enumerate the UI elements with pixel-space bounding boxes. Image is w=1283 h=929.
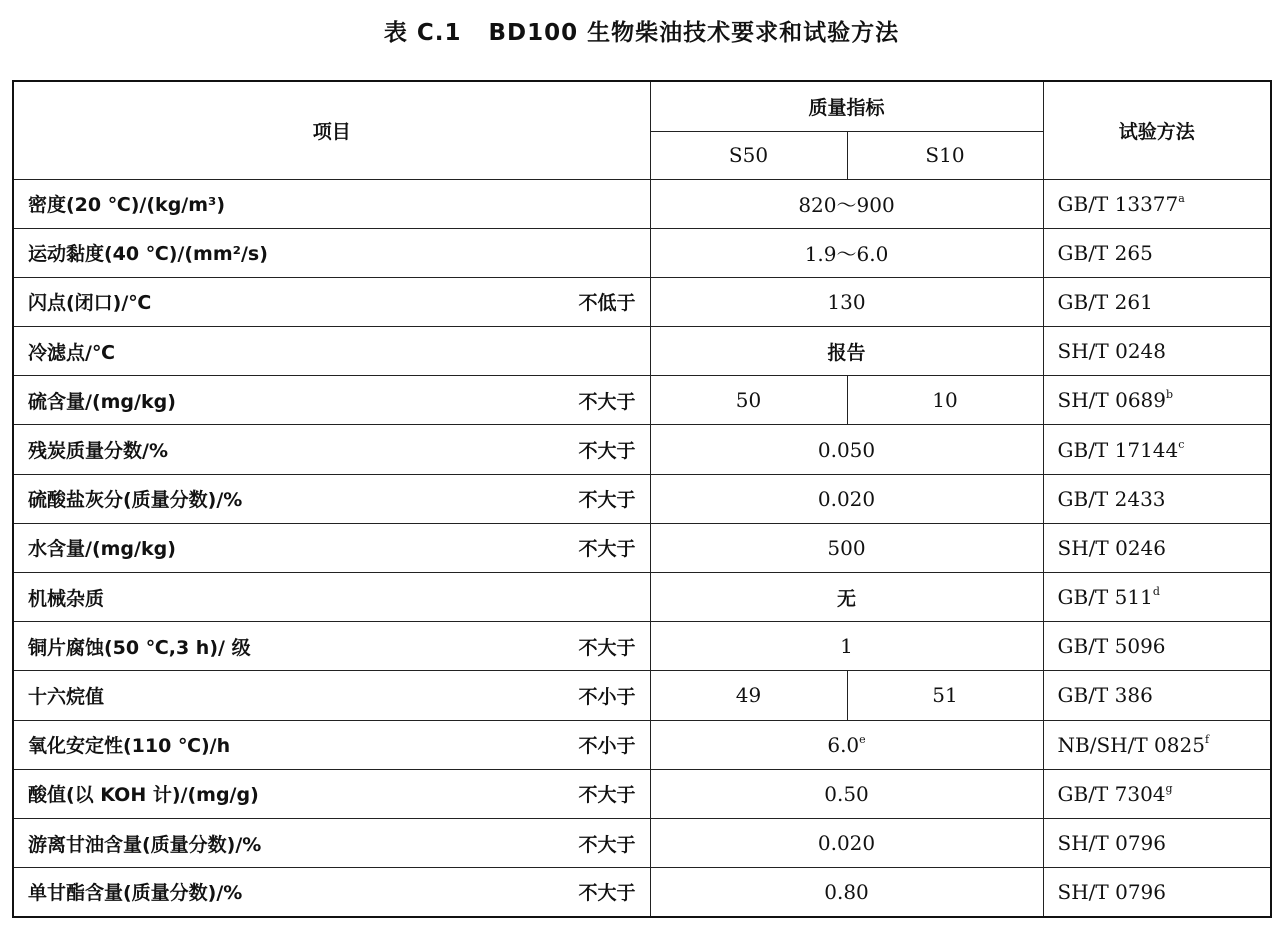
item-cell [13, 376, 650, 425]
test-method-text: GB/T 17144 [1057, 437, 1179, 462]
item-cell [13, 868, 650, 917]
method-footnote-mark: g [1165, 781, 1173, 795]
test-method-text: NB/SH/T 0825 [1057, 732, 1205, 757]
item-limit: 不大于 [578, 390, 636, 413]
test-method [1043, 573, 1271, 622]
table-row [13, 622, 1271, 671]
quality-value [650, 868, 1043, 917]
quality-value [650, 228, 1043, 277]
test-method [1043, 818, 1271, 867]
table-title: 表 C.1 BD100 生物柴油技术要求和试验方法 [383, 20, 900, 46]
item-name: 硫含量/(mg/kg) [28, 390, 176, 413]
quality-value [650, 769, 1043, 818]
test-method-text: GB/T 13377 [1057, 191, 1179, 216]
quality-value [650, 277, 1043, 326]
header-quality-index: 质量指标 [650, 81, 1043, 131]
test-method [1043, 327, 1271, 376]
item-limit: 不小于 [578, 685, 636, 708]
item-cell [13, 573, 650, 622]
quality-value [650, 474, 1043, 523]
test-method [1043, 179, 1271, 228]
item-name: 密度(20 ℃)/(kg/m³) [28, 194, 226, 217]
quality-value [650, 573, 1043, 622]
test-method-text: SH/T 0248 [1057, 339, 1166, 364]
test-method [1043, 277, 1271, 326]
table-row [13, 671, 1271, 720]
quality-value [650, 523, 1043, 572]
item-limit: 不大于 [578, 440, 636, 463]
item-cell [13, 523, 650, 572]
table-row [13, 818, 1271, 867]
method-footnote-mark: f [1204, 732, 1210, 746]
item-name: 硫酸盐灰分(质量分数)/% [28, 489, 243, 512]
test-method-text: GB/T 5096 [1057, 634, 1166, 659]
item-cell [13, 671, 650, 720]
table-row [13, 474, 1271, 523]
value-s10: 51 [847, 671, 1043, 720]
quality-value [650, 720, 1043, 769]
table-row [13, 720, 1271, 769]
test-method-text: GB/T 7304 [1057, 781, 1166, 806]
table-row [13, 277, 1271, 326]
item-name: 铜片腐蚀(50 ℃,3 h)/ 级 [28, 636, 251, 659]
test-method-text: SH/T 0796 [1057, 831, 1166, 856]
item-cell [13, 228, 650, 277]
quality-value [650, 425, 1043, 474]
table-row [13, 376, 1271, 425]
test-method-text: SH/T 0689 [1057, 388, 1166, 413]
test-method-text: SH/T 0796 [1057, 879, 1166, 904]
method-footnote-mark: a [1178, 191, 1185, 205]
item-cell [13, 277, 650, 326]
test-method [1043, 769, 1271, 818]
test-method [1043, 228, 1271, 277]
test-method [1043, 622, 1271, 671]
test-method [1043, 523, 1271, 572]
test-method [1043, 720, 1271, 769]
quality-value [650, 179, 1043, 228]
item-name: 氧化安定性(110 ℃)/h [28, 735, 231, 758]
quality-value-text: 0.020 [817, 831, 876, 856]
quality-value-text: 1 [840, 634, 853, 659]
table-row [13, 573, 1271, 622]
table-row [13, 868, 1271, 917]
header-grade-s10: S10 [847, 131, 1043, 179]
quality-value-text: 820～900 [798, 193, 895, 218]
test-method-text: GB/T 265 [1057, 240, 1153, 265]
item-cell [13, 425, 650, 474]
item-limit: 不小于 [578, 735, 636, 758]
test-method [1043, 425, 1271, 474]
value-s50: 50 [650, 376, 847, 425]
test-method [1043, 376, 1271, 425]
table-row [13, 523, 1271, 572]
spec-table-body [13, 179, 1271, 917]
test-method-text: GB/T 261 [1057, 289, 1153, 314]
item-name: 单甘酯含量(质量分数)/% [28, 882, 243, 905]
quality-value-text: 500 [827, 535, 866, 560]
table-row [13, 425, 1271, 474]
value-s10: 10 [847, 376, 1043, 425]
header-grade-s50: S50 [650, 131, 847, 179]
item-limit: 不大于 [578, 882, 636, 905]
item-limit: 不大于 [578, 784, 636, 807]
test-method-text: SH/T 0246 [1057, 535, 1166, 560]
item-name: 机械杂质 [28, 587, 105, 610]
value-footnote-mark: e [859, 732, 866, 746]
table-row [13, 769, 1271, 818]
item-limit: 不大于 [578, 489, 636, 512]
quality-value [650, 327, 1043, 376]
item-name: 十六烷值 [28, 685, 105, 708]
table-row [13, 327, 1271, 376]
item-name: 冷滤点/℃ [28, 341, 115, 364]
quality-value-text: 无 [837, 587, 857, 610]
quality-value-text: 1.9～6.0 [804, 242, 889, 267]
method-footnote-mark: d [1152, 585, 1160, 599]
quality-value [650, 622, 1043, 671]
method-footnote-mark: b [1166, 388, 1174, 402]
table-row [13, 179, 1271, 228]
item-name: 酸值(以 KOH 计)/(mg/g) [28, 784, 259, 807]
method-footnote-mark: c [1178, 437, 1185, 451]
item-name: 残炭质量分数/% [28, 440, 168, 463]
quality-value-text: 130 [827, 289, 866, 314]
item-cell [13, 474, 650, 523]
item-cell [13, 720, 650, 769]
item-name: 运动黏度(40 ℃)/(mm²/s) [28, 243, 268, 266]
test-method-text: GB/T 2433 [1057, 486, 1166, 511]
test-method-text: GB/T 386 [1057, 683, 1153, 708]
header-test-method: 试验方法 [1043, 81, 1271, 179]
header-item: 项目 [13, 81, 650, 179]
item-limit: 不大于 [578, 833, 636, 856]
item-cell [13, 179, 650, 228]
item-cell [13, 622, 650, 671]
quality-value-text: 0.050 [817, 437, 876, 462]
quality-value-text: 0.020 [817, 486, 876, 511]
spec-table [12, 80, 1272, 918]
item-name: 水含量/(mg/kg) [28, 538, 176, 561]
test-method [1043, 868, 1271, 917]
item-cell [13, 769, 650, 818]
quality-value-text: 0.50 [824, 781, 869, 806]
test-method [1043, 671, 1271, 720]
table-row [13, 228, 1271, 277]
item-limit: 不大于 [578, 636, 636, 659]
item-limit: 不低于 [578, 292, 636, 315]
item-name: 游离甘油含量(质量分数)/% [28, 833, 262, 856]
item-cell [13, 327, 650, 376]
test-method-text: GB/T 511 [1057, 585, 1153, 610]
quality-value-text: 6.0 [827, 732, 860, 757]
item-limit: 不大于 [578, 538, 636, 561]
value-s50: 49 [650, 671, 847, 720]
quality-value-text: 0.80 [824, 879, 869, 904]
item-cell [13, 818, 650, 867]
quality-value-text: 报告 [827, 341, 866, 364]
quality-value [650, 818, 1043, 867]
test-method [1043, 474, 1271, 523]
item-name: 闪点(闭口)/℃ [28, 292, 152, 315]
